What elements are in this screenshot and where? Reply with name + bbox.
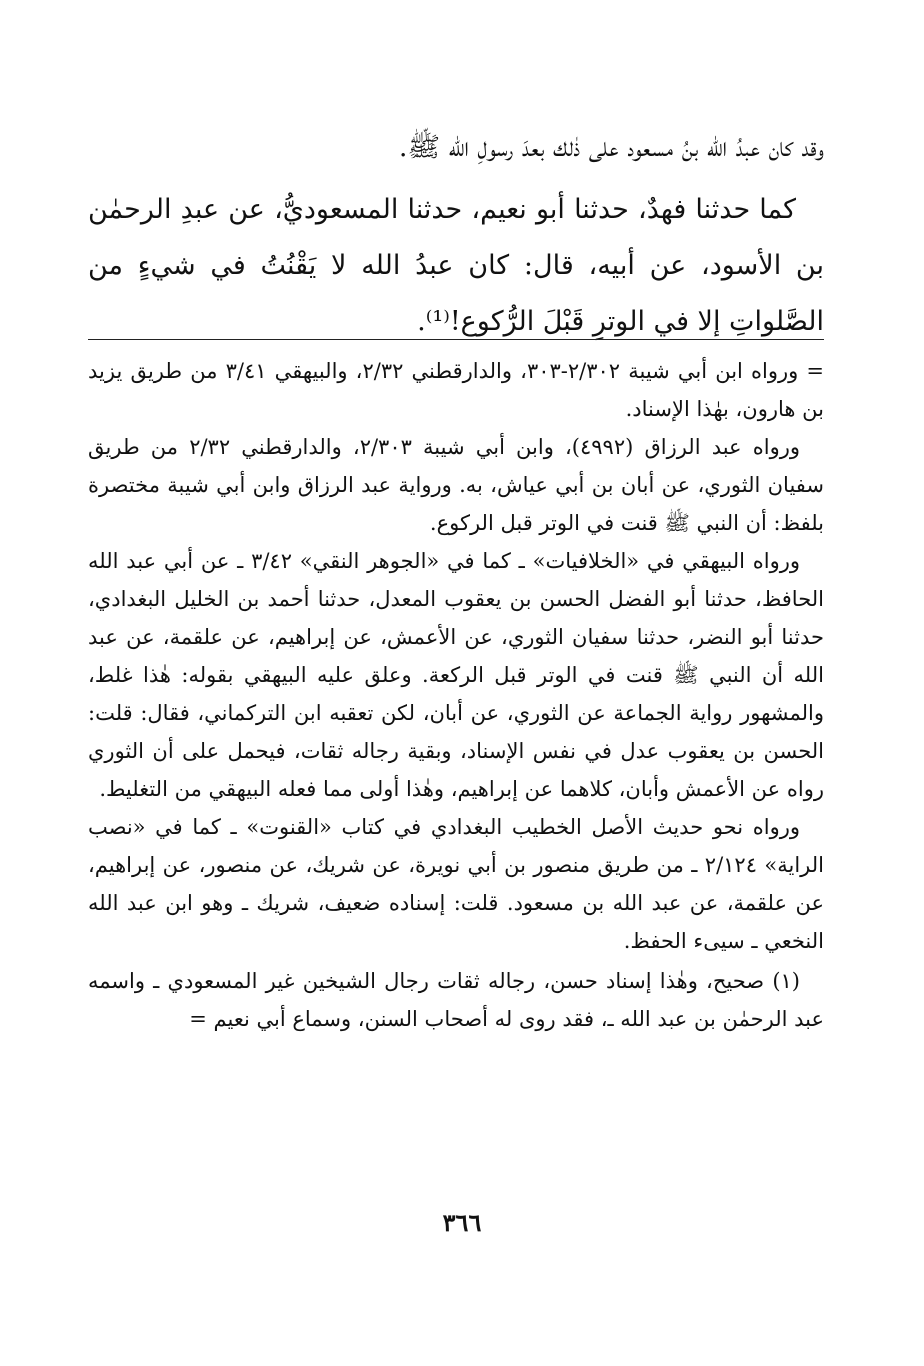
footnote-paragraph: ورواه نحو حديث الأصل الخطيب البغدادي في كتاب «القنوت» ـ كما في «نصب الراية» ٢/١٢٤ ـ من طريق منصور بن أبي نويرة، عن شريك، عن منصور، عن إبراهيم، عن علقمة، عن عبد الله بن مسعود. قلت: إسناده ضعيف، شريك ـ وهو ابن عبد الله النخعي ـ سيىء الحفظ.: [88, 815, 825, 953]
page-number: ٣٦٦: [442, 1208, 482, 1237]
main-paragraph: وقد كان عبدُ الله بنُ مسعود على ذٰلك بعدَ رسولِ الله ﷺ.: [398, 132, 824, 163]
footnote-paragraph: ورواه البيهقي في «الخلافيات» ـ كما في «الجوهر النقي» ٣/٤٢ ـ عن أبي عبد الله الحافظ، حدثنا أبو الفضل الحسن بن يعقوب المعدل، حدثنا أحمد بن الخليل البغدادي، حدثنا أبو النضر، حدثنا سفيان الثوري، عن الأعمش، عن إبراهيم، عن علقمة، عن عبد الله أن النبي ﷺ قنت في الوتر قبل الركعة. وعلق عليه البيهقي بقوله: هٰذا غلط، والمشهور رواية الجماعة عن الثوري، عن أبان، لكن تعقبه ابن التركماني، فقال: قلت: الحسن بن يعقوب عدل في نفس الإسناد، وبقية رجاله ثقات، فيحمل على أن الثوري رواه عن الأعمش وأبان، كلاهما عن إبراهيم، وهٰذا أولى مما فعله البيهقي من التغليط.: [88, 549, 824, 801]
footnote-continuation: = ورواه ابن أبي شيبة ٢/٣٠٢-٣٠٣، والدارقطني ٢/٣٢، والبيهقي ٣/٤١ من طريق يزيد بن هارون، بهٰذا الإسناد.: [88, 359, 825, 421]
footnote-1: (١) صحيح، وهٰذا إسناد حسن، رجاله ثقات رجال الشيخين غير المسعودي ـ واسمه عبد الرحمٰن بن عبد الله ـ، فقد روى له أصحاب السنن، وسماع أبي نعيم =: [88, 969, 824, 1031]
footnotes: [88, 352, 824, 1038]
footnote-paragraph: ورواه عبد الرزاق (٤٩٩٢)، وابن أبي شيبة ٢/٣٠٣، والدارقطني ٢/٣٢ من طريق سفيان الثوري، عن أبان بن أبي عياش، به. ورواية عبد الرزاق وابن أبي شيبة مختصرة بلفظ: أن النبي ﷺ قنت في الوتر قبل الركوع.: [88, 435, 824, 535]
main-text: [88, 120, 824, 356]
footnote-separator: [88, 339, 824, 340]
main-paragraph: كما حدثنا فهدٌ، حدثنا أبو نعيم، حدثنا المسعوديُّ، عن عبدِ الرحمٰن بن الأسود، عن أبيه، قال: كان عبدُ الله لا يَقْنُتُ في شيءٍ من الصَّلواتِ إلا في الوترِ قَبْلَ الرُّكوع!⁽¹⁾.: [88, 194, 824, 337]
